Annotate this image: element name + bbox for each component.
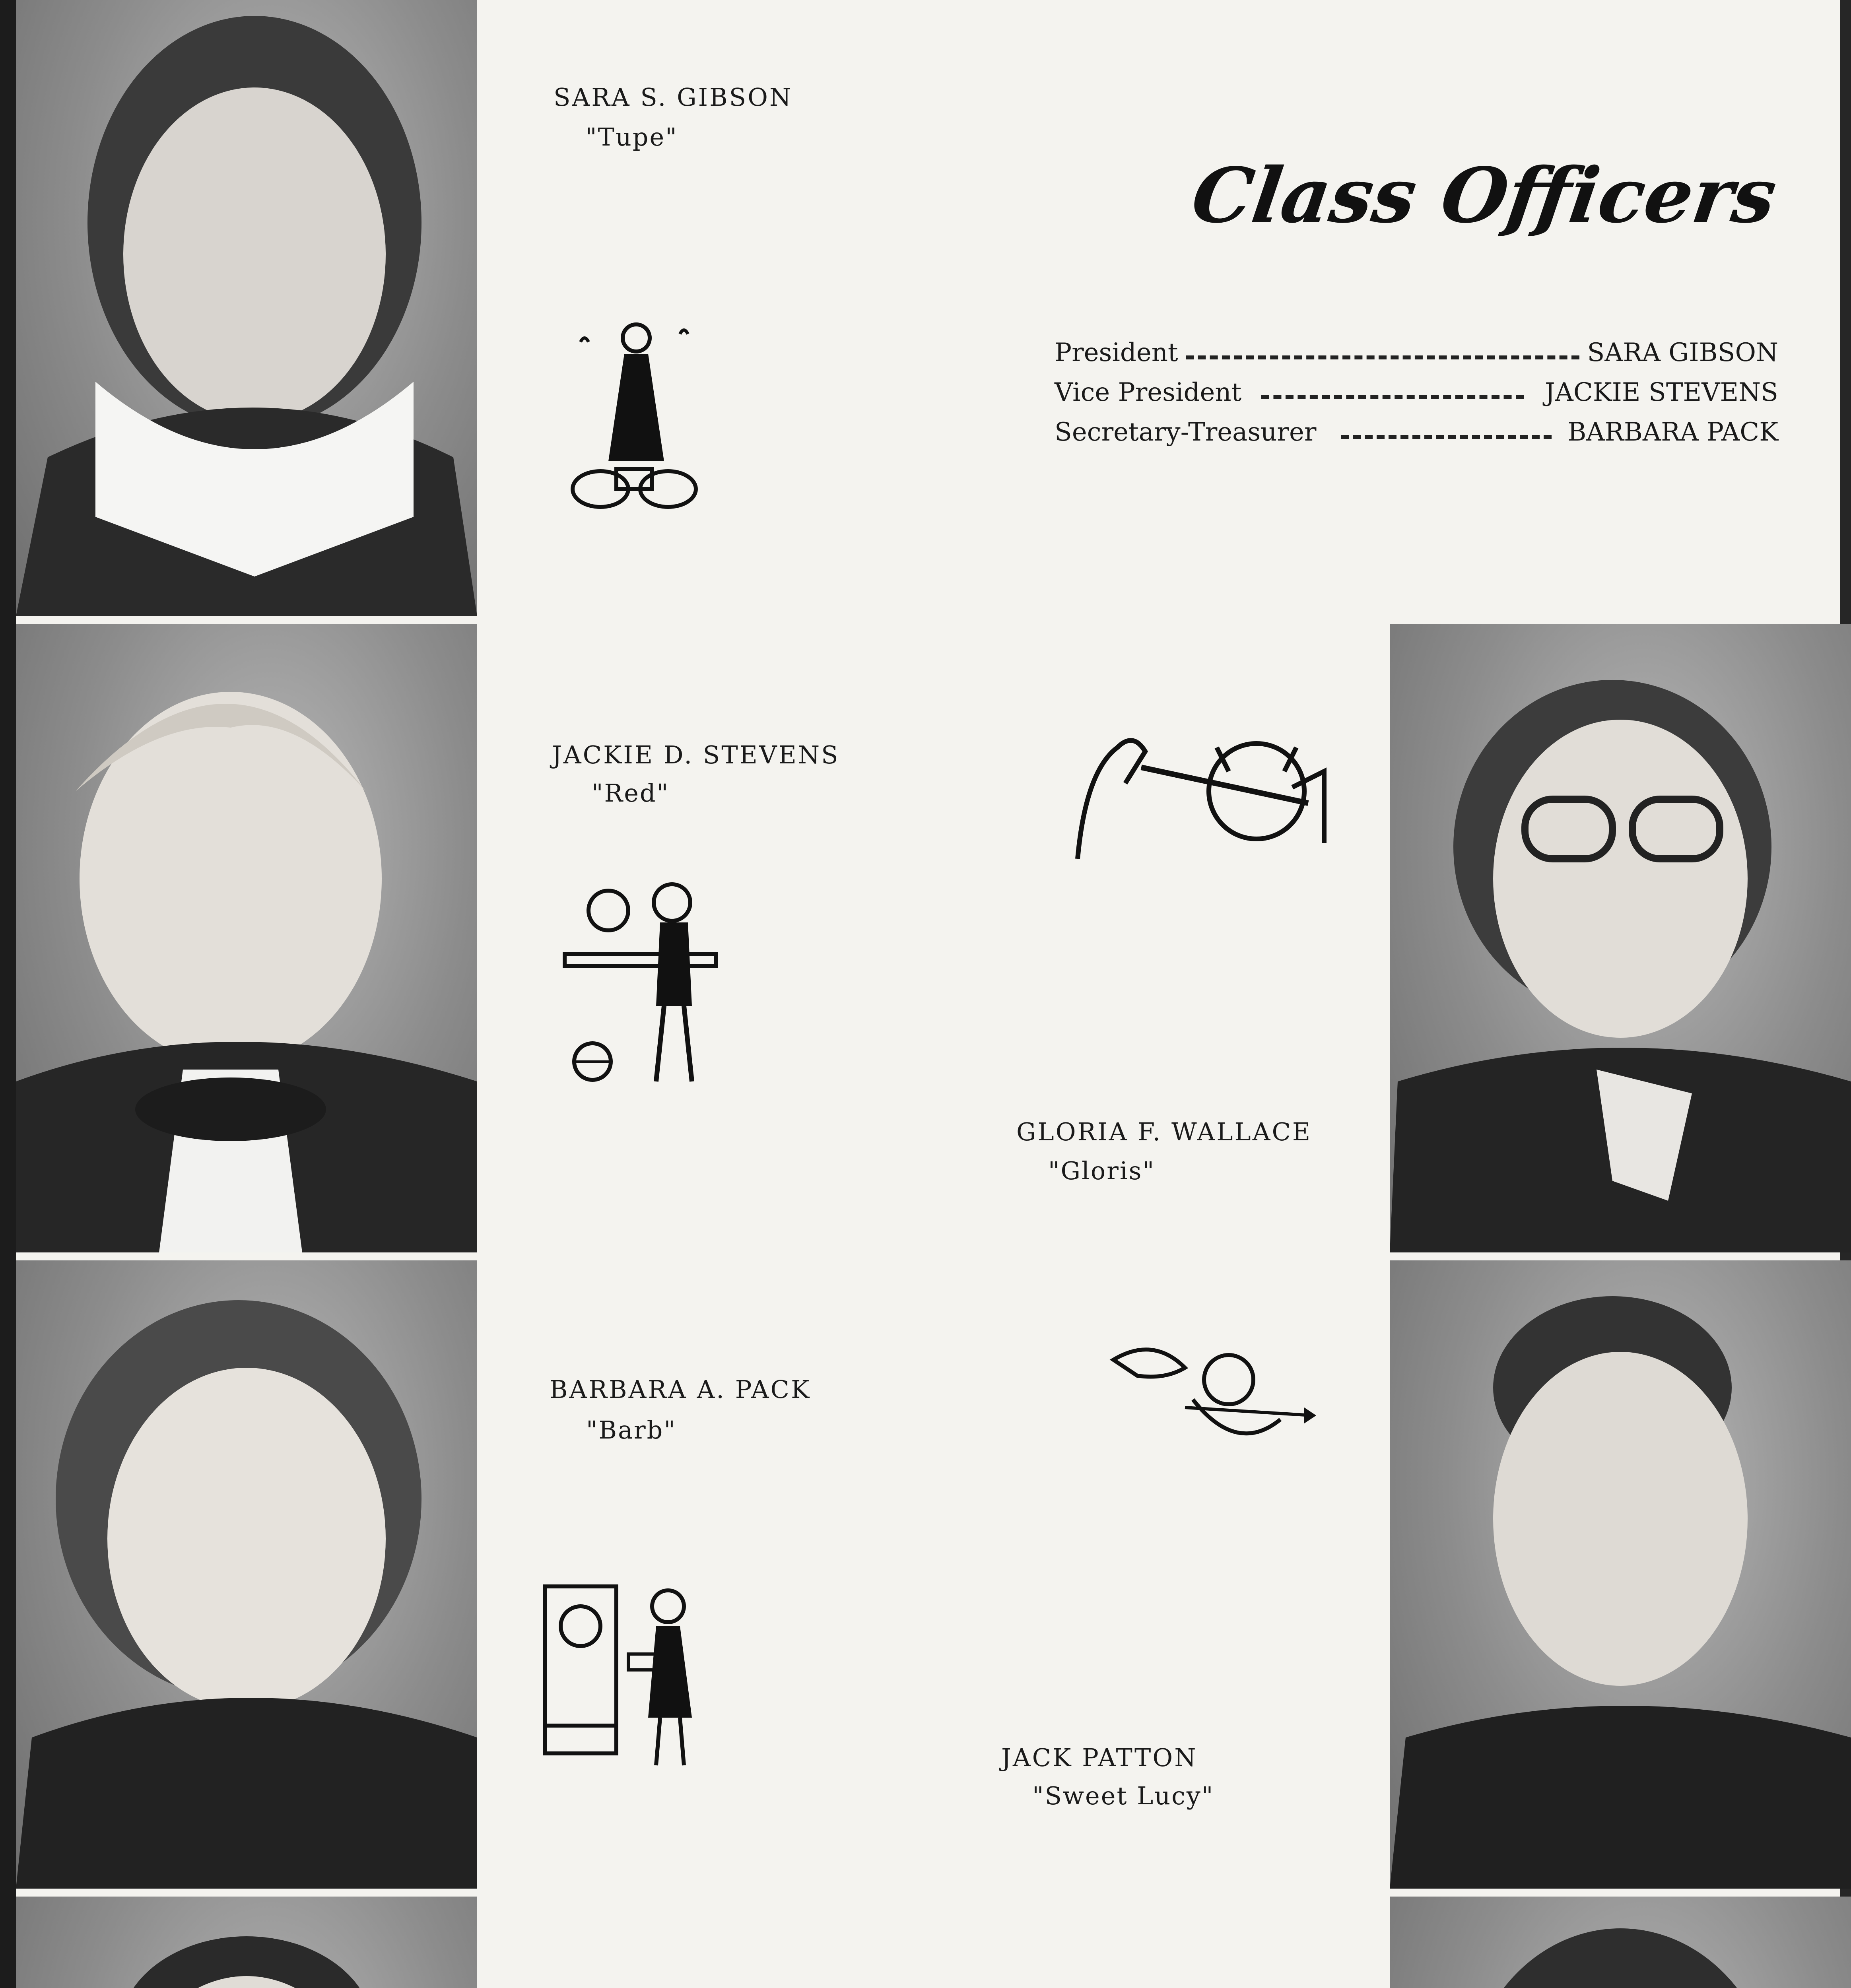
student-name-jack-patton: JACK PATTON — [1001, 1743, 1198, 1772]
scan-edge-left — [0, 0, 16, 1988]
officer-row-president — [1055, 338, 1778, 370]
officer-row-vice-president — [1055, 378, 1778, 410]
officer-row-secretary-treasurer — [1055, 417, 1778, 449]
dot-leader — [1341, 435, 1552, 439]
photo-sara-gibson — [16, 0, 477, 616]
officer-name: JACKIE STEVENS — [1544, 378, 1778, 407]
student-name-barbara-pack: BARBARA A. PACK — [550, 1375, 811, 1404]
photo-jackie-stevens — [16, 624, 477, 1252]
photo-jack-patton — [1390, 1260, 1851, 1889]
officer-role: Vice President — [1055, 378, 1242, 407]
student-nickname-sara-gibson: "Tupe" — [585, 122, 678, 151]
photo-gloria-wallace — [1390, 624, 1851, 1252]
cupid-cartoon-icon — [1105, 1336, 1320, 1467]
student-name-sara-gibson: SARA S. GIBSON — [554, 83, 793, 112]
officer-name: SARA GIBSON — [1587, 338, 1778, 367]
student-nickname-gloria-wallace: "Gloris" — [1048, 1156, 1156, 1185]
officer-role: Secretary-Treasurer — [1055, 417, 1317, 447]
basketball-couple-cartoon-icon — [557, 875, 724, 1097]
nurse-hospital-cartoon-icon — [537, 1574, 712, 1773]
student-name-jackie-stevens: JACKIE D. STEVENS — [552, 740, 840, 769]
class-officers-title: Class Officers — [1187, 151, 1782, 240]
singer-cartoon-icon — [557, 310, 712, 517]
photo-gloria-yount — [1390, 1897, 1851, 1988]
dot-leader — [1261, 395, 1524, 399]
officer-role: President — [1055, 338, 1178, 367]
officer-name: BARBARA PACK — [1567, 417, 1778, 447]
photo-barbara-pack — [16, 1260, 477, 1889]
devil-peeking-cartoon-icon — [1070, 724, 1336, 867]
student-nickname-barbara-pack: "Barb" — [586, 1415, 676, 1444]
student-nickname-jackie-stevens: "Red" — [592, 779, 670, 808]
dot-leader — [1186, 355, 1579, 359]
student-name-gloria-wallace: GLORIA F. WALLACE — [1016, 1117, 1312, 1146]
photo-ruben-prater — [16, 1897, 477, 1988]
student-nickname-jack-patton: "Sweet Lucy" — [1032, 1781, 1214, 1810]
